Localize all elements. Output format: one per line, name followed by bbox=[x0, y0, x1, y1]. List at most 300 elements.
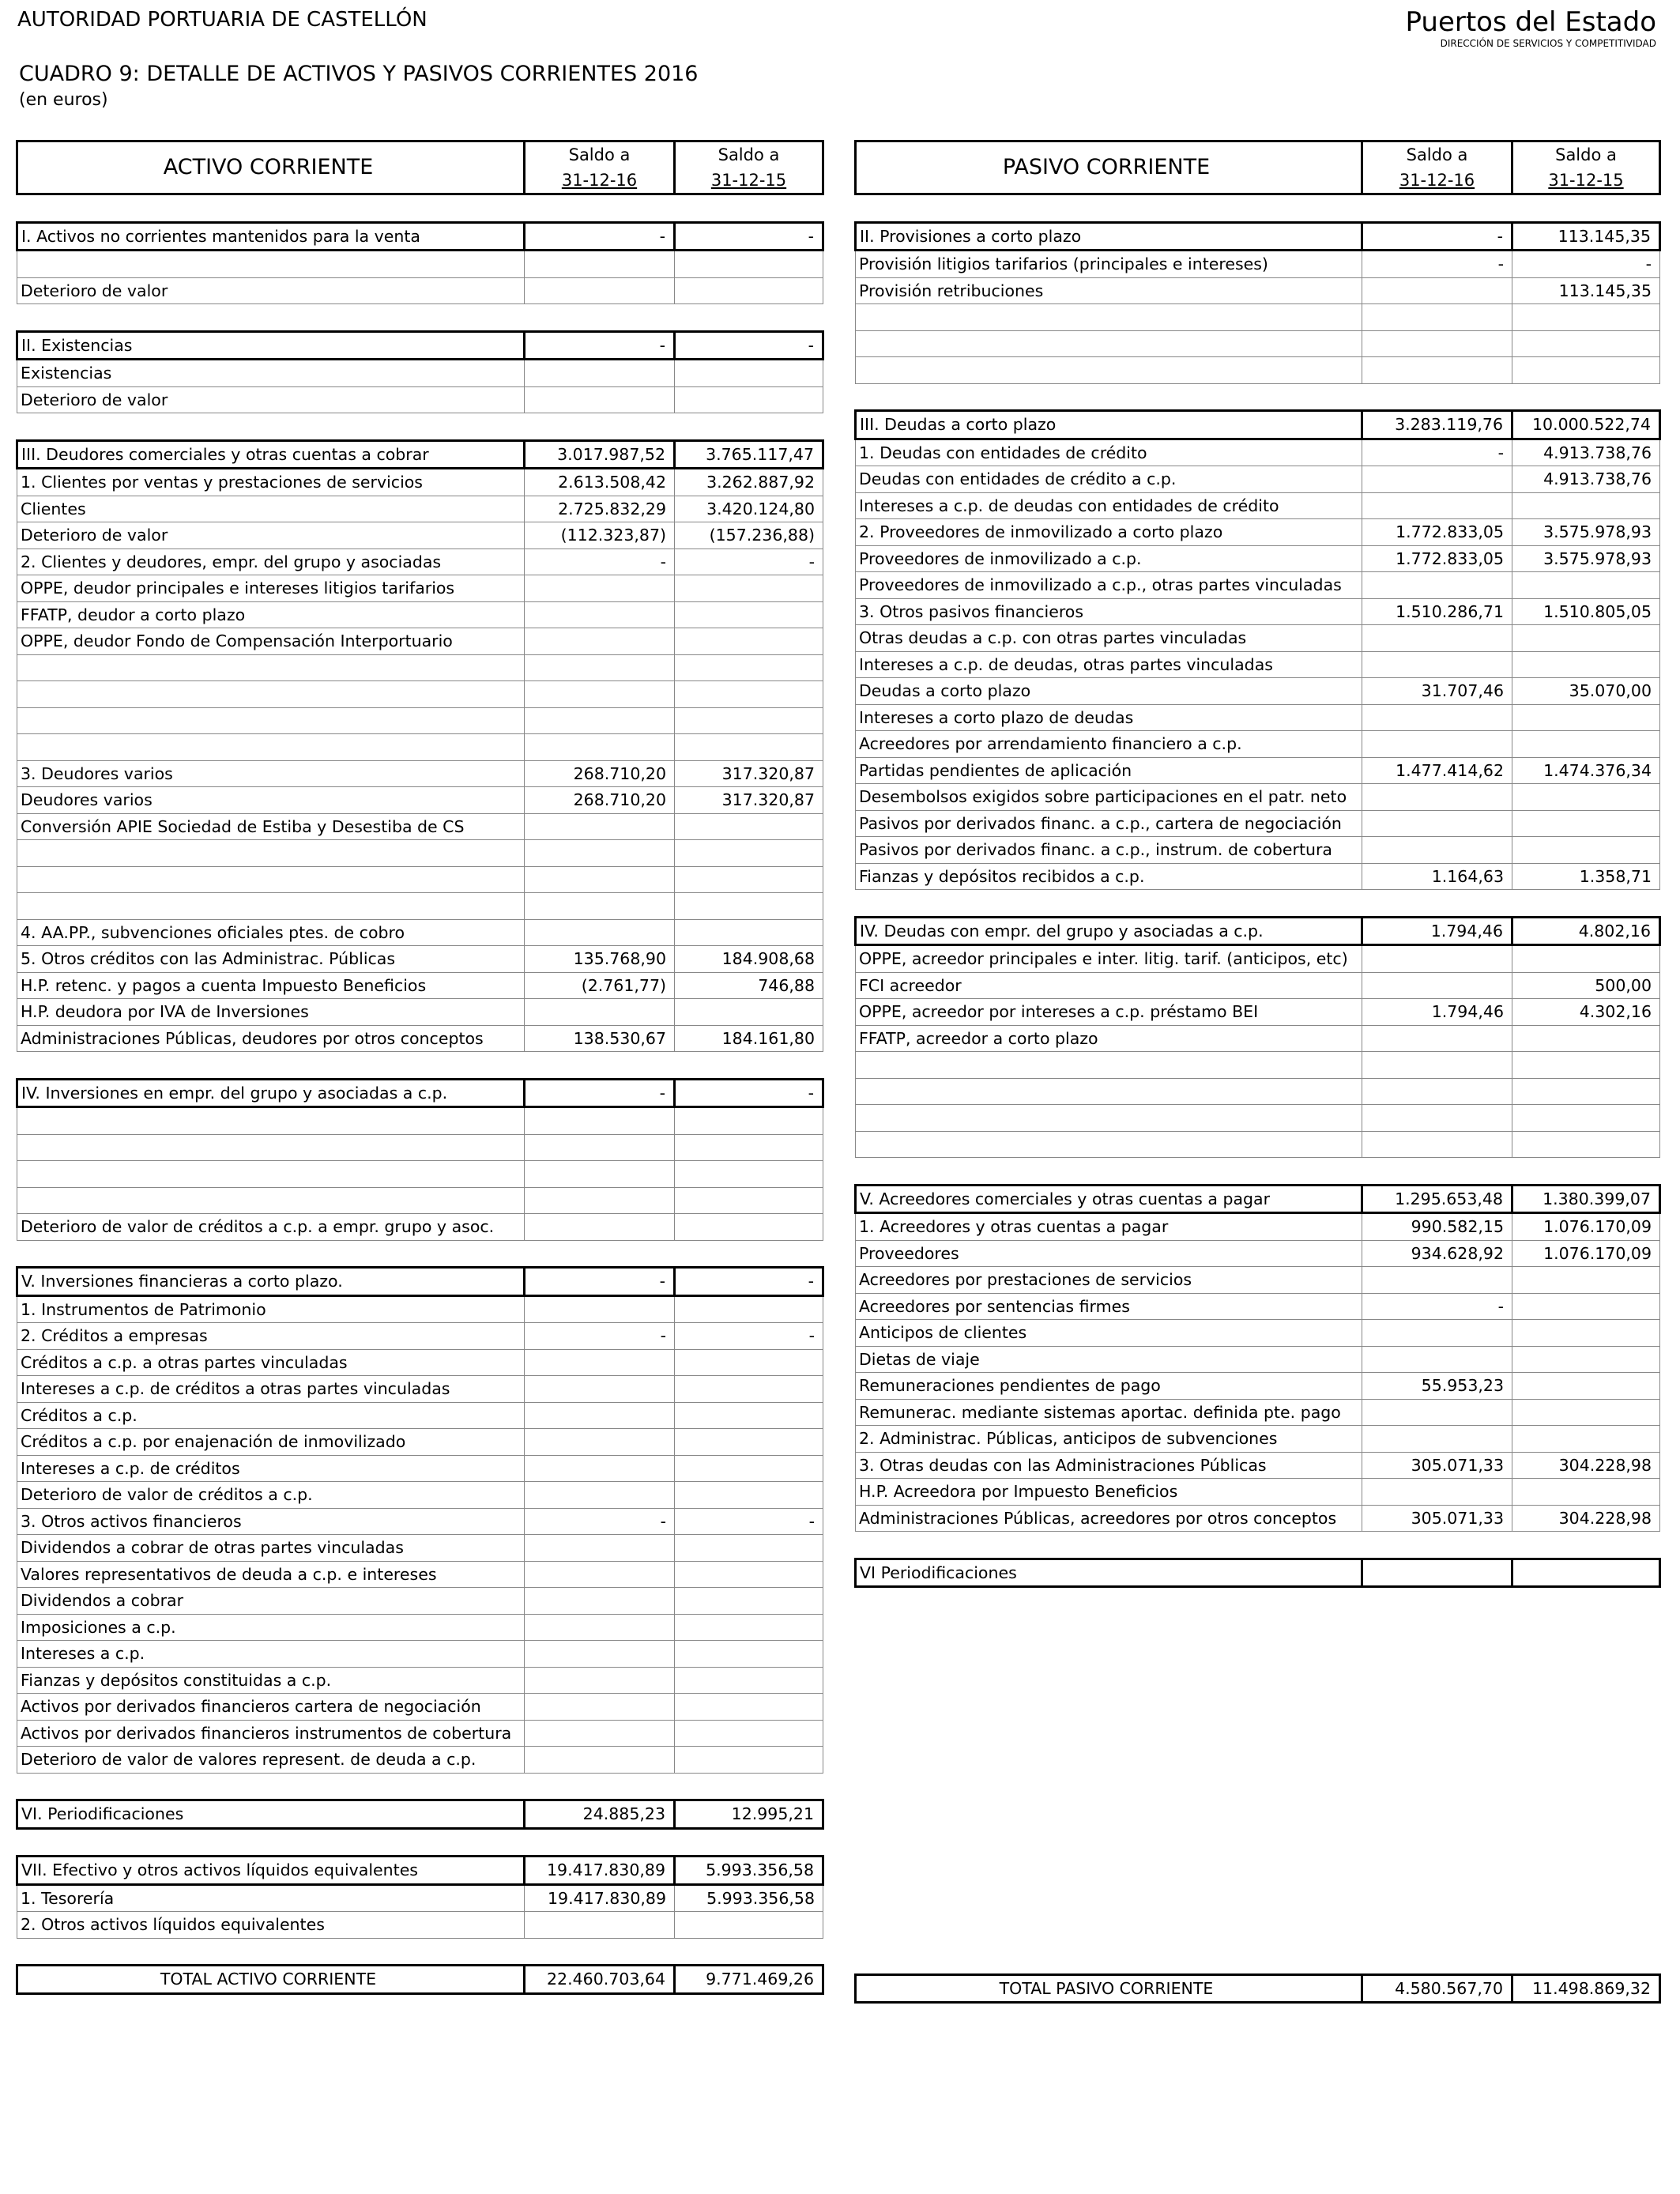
spacer-row bbox=[17, 1938, 823, 1966]
value-2016 bbox=[525, 1349, 675, 1376]
row-label: Proveedores de inmovilizado a c.p. bbox=[856, 545, 1362, 572]
table-row bbox=[17, 1720, 823, 1747]
value-2016 bbox=[1362, 810, 1512, 837]
value-2015: - bbox=[675, 1323, 823, 1350]
value-2016 bbox=[525, 840, 675, 867]
value-2015: 3.262.887,92 bbox=[675, 469, 823, 496]
table-row bbox=[856, 1399, 1660, 1426]
value-2015: 304.228,98 bbox=[1512, 1452, 1660, 1479]
value-2015 bbox=[675, 1667, 823, 1694]
value-2015: - bbox=[675, 222, 823, 251]
value-2016: - bbox=[525, 1079, 675, 1107]
value-2016: 4.580.567,70 bbox=[1362, 1974, 1512, 2003]
value-2016: 24.885,23 bbox=[525, 1800, 675, 1829]
value-2015: 4.913.738,76 bbox=[1512, 466, 1660, 493]
value-2015 bbox=[675, 734, 823, 761]
table-row bbox=[17, 1641, 823, 1668]
spacer-cell bbox=[856, 1768, 1660, 1794]
column-header-date: 31-12-16 bbox=[561, 171, 638, 190]
value-2016 bbox=[1362, 625, 1512, 652]
value-2015 bbox=[675, 1588, 823, 1615]
value-2015 bbox=[675, 1912, 823, 1939]
value-2016 bbox=[525, 1912, 675, 1939]
value-2015 bbox=[675, 1561, 823, 1588]
table-row bbox=[17, 1376, 823, 1403]
spacer-cell bbox=[856, 1845, 1660, 1871]
table-row bbox=[17, 1588, 823, 1615]
table-row bbox=[856, 466, 1660, 493]
section-row bbox=[856, 222, 1660, 251]
row-label bbox=[17, 707, 525, 734]
value-2015 bbox=[1512, 1479, 1660, 1506]
row-label: Fianzas y depósitos constituidas a c.p. bbox=[17, 1667, 525, 1694]
row-label: OPPE, deudor principales e intereses litigios tarifarios bbox=[17, 575, 525, 602]
value-2015 bbox=[675, 1214, 823, 1241]
spacer-row bbox=[856, 1665, 1660, 1691]
row-label bbox=[17, 654, 525, 681]
spacer-row bbox=[17, 1773, 823, 1800]
row-label: H.P. deudora por IVA de Inversiones bbox=[17, 999, 525, 1026]
value-2016 bbox=[525, 1614, 675, 1641]
value-2015 bbox=[1512, 1105, 1660, 1132]
value-2015: - bbox=[675, 1268, 823, 1296]
value-2016 bbox=[1362, 837, 1512, 864]
spacer-row bbox=[856, 194, 1660, 223]
value-2015 bbox=[675, 1482, 823, 1509]
value-2015: 4.302,16 bbox=[1512, 999, 1660, 1026]
value-2016 bbox=[525, 1482, 675, 1509]
row-label: Intereses a c.p. de deudas, otras partes vinculadas bbox=[856, 651, 1362, 678]
row-label: Intereses a corto plazo de deudas bbox=[856, 704, 1362, 731]
table-row bbox=[17, 601, 823, 628]
spacer-cell bbox=[856, 1158, 1660, 1186]
table-row bbox=[856, 1293, 1660, 1320]
value-2015: 5.993.356,58 bbox=[675, 1857, 823, 1885]
row-label: Deterioro de valor bbox=[17, 386, 525, 413]
value-2016 bbox=[1362, 492, 1512, 519]
row-label: OPPE, acreedor por intereses a c.p. préstamo BEI bbox=[856, 999, 1362, 1026]
row-label: Proveedores bbox=[856, 1240, 1362, 1267]
row-label: FFATP, deudor a corto plazo bbox=[17, 601, 525, 628]
row-label: II. Existencias bbox=[17, 331, 525, 360]
table-row bbox=[856, 1078, 1660, 1105]
table-row bbox=[17, 654, 823, 681]
value-2016: - bbox=[525, 1323, 675, 1350]
row-label bbox=[856, 357, 1362, 384]
row-label: Provisión litigios tarifarios (principales e intereses) bbox=[856, 251, 1362, 278]
row-label: Remuneraciones pendientes de pago bbox=[856, 1373, 1362, 1400]
value-2016: 934.628,92 bbox=[1362, 1240, 1512, 1267]
spacer-row bbox=[856, 1614, 1660, 1640]
value-2016 bbox=[525, 1747, 675, 1774]
value-2016: 19.417.830,89 bbox=[525, 1857, 675, 1885]
table-row bbox=[17, 1349, 823, 1376]
section-row bbox=[856, 411, 1660, 439]
spacer-row bbox=[17, 1052, 823, 1080]
spacer-row bbox=[856, 1587, 1660, 1614]
spacer-cell bbox=[856, 383, 1660, 411]
value-2016 bbox=[525, 1214, 675, 1241]
value-2015 bbox=[675, 813, 823, 840]
value-2016 bbox=[1362, 651, 1512, 678]
value-2016 bbox=[1362, 972, 1512, 999]
row-label: 2. Clientes y deudores, empr. del grupo y asociadas bbox=[17, 548, 525, 575]
value-2016 bbox=[525, 277, 675, 304]
value-2016 bbox=[1362, 357, 1512, 384]
spacer-row bbox=[856, 1896, 1660, 1922]
row-label: Pasivos por derivados financ. a c.p., instrum. de cobertura bbox=[856, 837, 1362, 864]
column-header-line: Saldo a bbox=[718, 145, 780, 164]
section-row bbox=[856, 1559, 1660, 1587]
table-row bbox=[856, 492, 1660, 519]
table-row bbox=[856, 678, 1660, 705]
value-2015 bbox=[1512, 731, 1660, 758]
column-header-2016 bbox=[525, 141, 675, 194]
value-2015 bbox=[675, 1614, 823, 1641]
row-label bbox=[17, 734, 525, 761]
value-2015 bbox=[675, 919, 823, 946]
row-label: Acreedores por prestaciones de servicios bbox=[856, 1267, 1362, 1294]
table-row bbox=[856, 1105, 1660, 1132]
table-row bbox=[856, 545, 1660, 572]
pasivo-corriente-table bbox=[854, 140, 1661, 2004]
value-2015 bbox=[675, 1641, 823, 1668]
value-2016 bbox=[1362, 704, 1512, 731]
value-2016: 2.725.832,29 bbox=[525, 496, 675, 522]
value-2015 bbox=[1512, 625, 1660, 652]
value-2015 bbox=[1512, 704, 1660, 731]
value-2015 bbox=[675, 840, 823, 867]
spacer-row bbox=[856, 1922, 1660, 1948]
value-2015: 3.765.117,47 bbox=[675, 440, 823, 469]
spacer-cell bbox=[856, 1793, 1660, 1819]
value-2016 bbox=[525, 1107, 675, 1135]
table-row bbox=[17, 548, 823, 575]
row-label: FCI acreedor bbox=[856, 972, 1362, 999]
table-row bbox=[17, 277, 823, 304]
value-2015: 1.076.170,09 bbox=[1512, 1213, 1660, 1241]
row-label bbox=[856, 1052, 1362, 1079]
spacer-cell bbox=[17, 1240, 823, 1268]
table-row bbox=[856, 1426, 1660, 1453]
spacer-cell bbox=[856, 1717, 1660, 1743]
table-row bbox=[17, 1323, 823, 1350]
table-row bbox=[856, 519, 1660, 546]
table-row bbox=[17, 681, 823, 708]
table-row bbox=[17, 1107, 823, 1135]
value-2016 bbox=[525, 654, 675, 681]
table-row bbox=[856, 1505, 1660, 1532]
value-2015 bbox=[675, 893, 823, 920]
table-row bbox=[17, 1884, 823, 1912]
column-header-2016 bbox=[1362, 141, 1512, 194]
value-2015: 317.320,87 bbox=[675, 760, 823, 787]
row-label: Existencias bbox=[17, 360, 525, 387]
section-row bbox=[17, 1800, 823, 1829]
column-header-2015 bbox=[675, 141, 823, 194]
spacer-row bbox=[17, 194, 823, 223]
spacer-cell bbox=[856, 1639, 1660, 1665]
spacer-cell bbox=[856, 194, 1660, 223]
value-2016 bbox=[1362, 1052, 1512, 1079]
table-row bbox=[856, 704, 1660, 731]
value-2015 bbox=[1512, 1373, 1660, 1400]
row-label: FFATP, acreedor a corto plazo bbox=[856, 1025, 1362, 1052]
table-row bbox=[17, 469, 823, 496]
table-heading: ACTIVO CORRIENTE bbox=[17, 141, 525, 194]
value-2015 bbox=[1512, 1131, 1660, 1158]
value-2016: 305.071,33 bbox=[1362, 1505, 1512, 1532]
value-2015 bbox=[675, 1187, 823, 1214]
table-row bbox=[856, 757, 1660, 784]
section-row bbox=[856, 917, 1660, 945]
value-2015 bbox=[1512, 945, 1660, 973]
table-row bbox=[17, 893, 823, 920]
row-label: 2. Otros activos líquidos equivalentes bbox=[17, 1912, 525, 1939]
value-2015 bbox=[1512, 492, 1660, 519]
value-2015: 500,00 bbox=[1512, 972, 1660, 999]
row-label bbox=[17, 840, 525, 867]
value-2015: 113.145,35 bbox=[1512, 222, 1660, 251]
row-label bbox=[856, 1078, 1362, 1105]
value-2016 bbox=[1362, 1131, 1512, 1158]
spacer-row bbox=[856, 1793, 1660, 1819]
activo-corriente-table bbox=[16, 140, 824, 1995]
row-label: Intereses a c.p. de deudas con entidades de crédito bbox=[856, 492, 1362, 519]
value-2016 bbox=[525, 1535, 675, 1562]
value-2015: 184.908,68 bbox=[675, 946, 823, 973]
row-label: Acreedores por arrendamiento financiero a c.p. bbox=[856, 731, 1362, 758]
table-header-row bbox=[856, 141, 1660, 194]
spacer-row bbox=[856, 1742, 1660, 1768]
value-2015 bbox=[675, 707, 823, 734]
row-label: TOTAL PASIVO CORRIENTE bbox=[856, 1974, 1362, 2003]
row-label bbox=[17, 866, 525, 893]
row-label bbox=[17, 1161, 525, 1188]
table-row bbox=[17, 734, 823, 761]
row-label: 2. Créditos a empresas bbox=[17, 1323, 525, 1350]
total-row bbox=[17, 1966, 823, 1994]
value-2015: 3.575.978,93 bbox=[1512, 545, 1660, 572]
table-row bbox=[17, 840, 823, 867]
value-2015: 12.995,21 bbox=[675, 1800, 823, 1829]
value-2015 bbox=[1512, 1078, 1660, 1105]
table-row bbox=[17, 496, 823, 522]
value-2015 bbox=[1512, 304, 1660, 331]
row-label: 1. Deudas con entidades de crédito bbox=[856, 439, 1362, 466]
value-2015 bbox=[1512, 784, 1660, 811]
row-label: Provisión retribuciones bbox=[856, 277, 1362, 304]
value-2016: - bbox=[525, 331, 675, 360]
value-2016 bbox=[525, 1720, 675, 1747]
value-2016 bbox=[525, 575, 675, 602]
table-row bbox=[17, 760, 823, 787]
value-2016: 268.710,20 bbox=[525, 760, 675, 787]
section-row bbox=[17, 331, 823, 360]
value-2015 bbox=[675, 1402, 823, 1429]
table-row bbox=[17, 1429, 823, 1456]
spacer-row bbox=[856, 1691, 1660, 1717]
value-2016 bbox=[1362, 1346, 1512, 1373]
section-row bbox=[856, 1185, 1660, 1213]
row-label: Acreedores por sentencias firmes bbox=[856, 1293, 1362, 1320]
spacer-cell bbox=[856, 1691, 1660, 1717]
row-label bbox=[17, 1187, 525, 1214]
spacer-cell bbox=[856, 1587, 1660, 1614]
value-2016: 1.794,46 bbox=[1362, 999, 1512, 1026]
spacer-cell bbox=[856, 1819, 1660, 1845]
row-label: VI Periodificaciones bbox=[856, 1559, 1362, 1587]
table-row bbox=[17, 946, 823, 973]
units-note: (en euros) bbox=[19, 90, 108, 110]
value-2016 bbox=[1362, 1105, 1512, 1132]
value-2015: 4.802,16 bbox=[1512, 917, 1660, 945]
row-label bbox=[17, 1107, 525, 1135]
row-label bbox=[17, 251, 525, 278]
value-2016: 3.017.987,52 bbox=[525, 440, 675, 469]
row-label: Anticipos de clientes bbox=[856, 1320, 1362, 1347]
table-row bbox=[17, 1694, 823, 1721]
spacer-cell bbox=[17, 413, 823, 441]
column-header-line: Saldo a bbox=[1555, 145, 1617, 164]
value-2015 bbox=[675, 1455, 823, 1482]
table-row bbox=[17, 386, 823, 413]
value-2015: 35.070,00 bbox=[1512, 678, 1660, 705]
value-2016 bbox=[525, 1641, 675, 1668]
value-2016: 1.772.833,05 bbox=[1362, 519, 1512, 546]
value-2015: 113.145,35 bbox=[1512, 277, 1660, 304]
value-2015 bbox=[675, 251, 823, 278]
row-label: Conversión APIE Sociedad de Estiba y Desestiba de CS bbox=[17, 813, 525, 840]
column-header-2015 bbox=[1512, 141, 1660, 194]
row-label: Intereses a c.p. bbox=[17, 1641, 525, 1668]
value-2016: 1.295.653,48 bbox=[1362, 1185, 1512, 1213]
table-heading: PASIVO CORRIENTE bbox=[856, 141, 1362, 194]
value-2015: 317.320,87 bbox=[675, 787, 823, 814]
table-row bbox=[856, 304, 1660, 331]
value-2016 bbox=[525, 893, 675, 920]
row-label: Deterioro de valor bbox=[17, 522, 525, 549]
table-row bbox=[17, 1912, 823, 1939]
table-row bbox=[17, 972, 823, 999]
value-2015 bbox=[675, 1295, 823, 1323]
value-2016 bbox=[525, 1134, 675, 1161]
value-2015: (157.236,88) bbox=[675, 522, 823, 549]
value-2015 bbox=[1512, 1399, 1660, 1426]
row-label bbox=[17, 1134, 525, 1161]
row-label: Deterioro de valor de créditos a c.p. bbox=[17, 1482, 525, 1509]
row-label: 2. Proveedores de inmovilizado a corto plazo bbox=[856, 519, 1362, 546]
spacer-row bbox=[17, 304, 823, 332]
value-2016 bbox=[525, 1667, 675, 1694]
value-2016: 31.707,46 bbox=[1362, 678, 1512, 705]
value-2015: - bbox=[675, 1079, 823, 1107]
row-label: Fianzas y depósitos recibidos a c.p. bbox=[856, 863, 1362, 890]
value-2016: - bbox=[525, 1508, 675, 1535]
total-row bbox=[856, 1974, 1660, 2003]
table-row bbox=[17, 919, 823, 946]
row-label bbox=[856, 330, 1362, 357]
value-2015: 4.913.738,76 bbox=[1512, 439, 1660, 466]
table-row bbox=[17, 1667, 823, 1694]
row-label: Desembolsos exigidos sobre participaciones en el patr. neto bbox=[856, 784, 1362, 811]
value-2016 bbox=[1362, 277, 1512, 304]
spacer-cell bbox=[856, 1947, 1660, 1974]
value-2016 bbox=[525, 1561, 675, 1588]
spacer-row bbox=[856, 1639, 1660, 1665]
value-2015 bbox=[1512, 1293, 1660, 1320]
value-2015 bbox=[675, 1535, 823, 1562]
value-2016 bbox=[1362, 330, 1512, 357]
table-row bbox=[17, 360, 823, 387]
value-2015 bbox=[675, 601, 823, 628]
table-row bbox=[17, 628, 823, 655]
row-label: Deterioro de valor de créditos a c.p. a empr. grupo y asoc. bbox=[17, 1214, 525, 1241]
table-row bbox=[856, 784, 1660, 811]
value-2016 bbox=[1362, 1426, 1512, 1453]
value-2015: 1.380.399,07 bbox=[1512, 1185, 1660, 1213]
value-2015 bbox=[675, 1161, 823, 1188]
value-2016: 1.510.286,71 bbox=[1362, 598, 1512, 625]
row-label: 3. Otros activos financieros bbox=[17, 1508, 525, 1535]
table-row bbox=[17, 1455, 823, 1482]
row-label: Clientes bbox=[17, 496, 525, 522]
spacer-cell bbox=[856, 890, 1660, 918]
row-label: IV. Deudas con empr. del grupo y asociadas a c.p. bbox=[856, 917, 1362, 945]
table-row bbox=[17, 1747, 823, 1774]
row-label: Remunerac. mediante sistemas aportac. definida pte. pago bbox=[856, 1399, 1362, 1426]
table-row bbox=[17, 999, 823, 1026]
row-label: VI. Periodificaciones bbox=[17, 1800, 525, 1829]
value-2016: - bbox=[525, 222, 675, 251]
value-2016: - bbox=[1362, 222, 1512, 251]
value-2016 bbox=[525, 1402, 675, 1429]
value-2016 bbox=[1362, 1479, 1512, 1506]
value-2016: (112.323,87) bbox=[525, 522, 675, 549]
table-row bbox=[17, 575, 823, 602]
table-row bbox=[17, 1187, 823, 1214]
value-2016 bbox=[1362, 304, 1512, 331]
value-2015 bbox=[1512, 1052, 1660, 1079]
value-2016 bbox=[525, 734, 675, 761]
row-label: OPPE, deudor Fondo de Compensación Interportuario bbox=[17, 628, 525, 655]
value-2016 bbox=[525, 707, 675, 734]
row-label bbox=[856, 1131, 1362, 1158]
row-label: Otras deudas a c.p. con otras partes vinculadas bbox=[856, 625, 1362, 652]
table-row bbox=[856, 999, 1660, 1026]
value-2016 bbox=[525, 1187, 675, 1214]
value-2015 bbox=[1512, 572, 1660, 599]
value-2016 bbox=[1362, 466, 1512, 493]
row-label: II. Provisiones a corto plazo bbox=[856, 222, 1362, 251]
table-row bbox=[17, 1614, 823, 1641]
value-2015 bbox=[1512, 1559, 1660, 1587]
value-2016: (2.761,77) bbox=[525, 972, 675, 999]
table-row bbox=[17, 251, 823, 278]
row-label: Dividendos a cobrar bbox=[17, 1588, 525, 1615]
value-2015 bbox=[1512, 1426, 1660, 1453]
spacer-row bbox=[856, 1158, 1660, 1186]
value-2015 bbox=[1512, 1346, 1660, 1373]
section-row bbox=[17, 1857, 823, 1885]
value-2016: 22.460.703,64 bbox=[525, 1966, 675, 1994]
spacer-cell bbox=[17, 1052, 823, 1080]
spacer-cell bbox=[856, 1614, 1660, 1640]
value-2015 bbox=[675, 628, 823, 655]
value-2015 bbox=[675, 866, 823, 893]
spacer-row bbox=[856, 1871, 1660, 1897]
value-2016: - bbox=[1362, 1293, 1512, 1320]
